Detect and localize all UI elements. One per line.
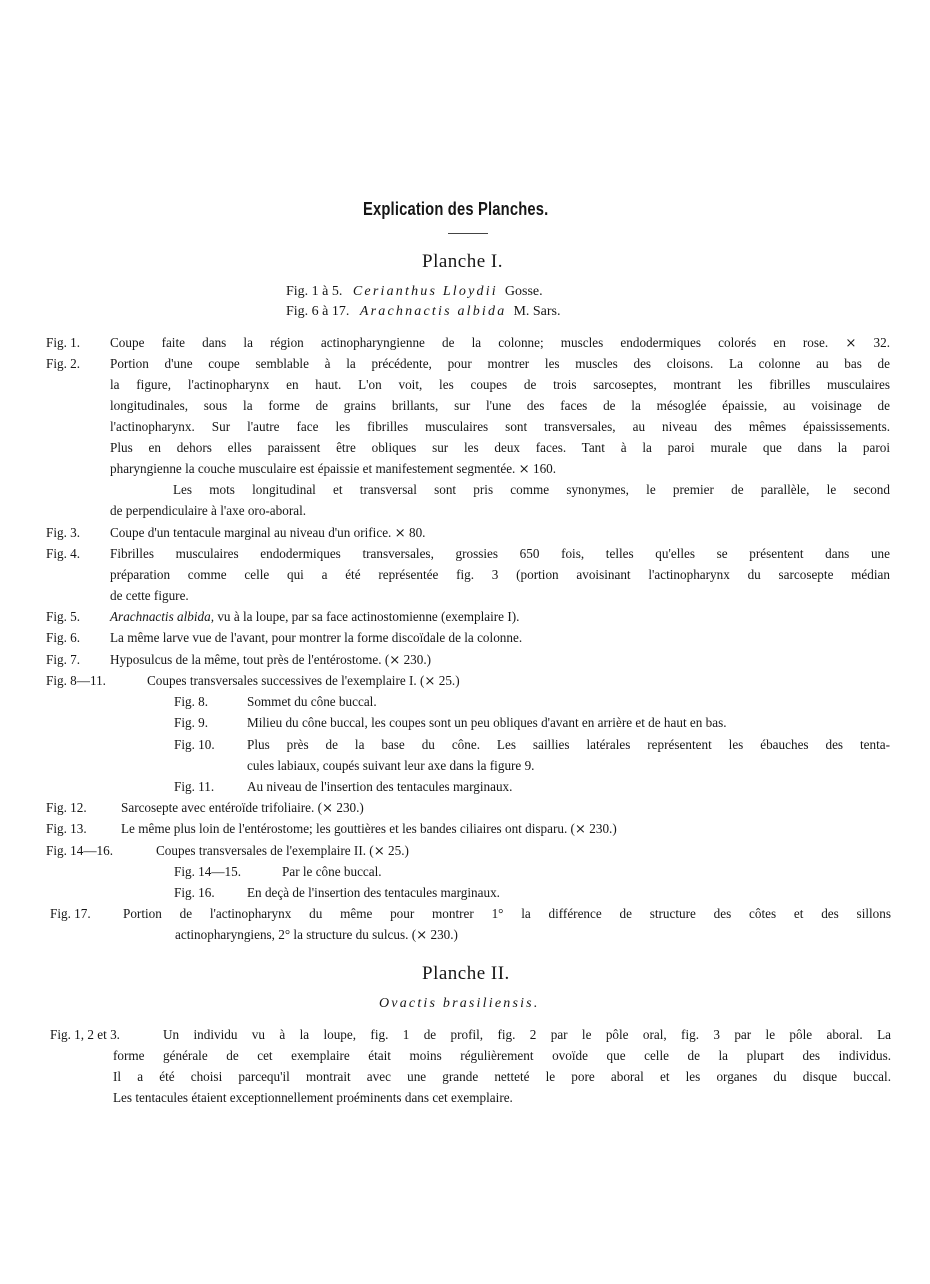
entry-text <box>110 522 425 543</box>
entry-label: Fig. 8. <box>174 694 209 709</box>
entry-text <box>156 840 409 861</box>
entry-label: Fig. 6. <box>46 630 81 645</box>
text-line: Sarcosepte avec entéroïde trifoliaire. (⨯ 230.) <box>121 800 364 815</box>
text-line: la figure, l'actinopharynx en haut. L'on voit, les coupes de trois sarcoseptes, montrant les fibrilles musculaires <box>110 377 890 392</box>
text-line: Les tentacules étaient exceptionnellement proéminents dans cet exemplaire. <box>113 1090 513 1105</box>
species-author: Gosse. <box>504 284 543 299</box>
entry-label: Fig. 7. <box>46 652 81 667</box>
entry-fig-7 <box>46 649 80 670</box>
entry-fig-6 <box>46 627 80 648</box>
entry-label: Fig. 10. <box>174 737 215 752</box>
text-line: Sommet du cône buccal. <box>247 694 377 709</box>
entry-text <box>247 712 727 733</box>
entry-label: Fig. 8—11. <box>46 673 106 688</box>
entry-label: Fig. 9. <box>174 715 209 730</box>
entry-label: Fig. 13. <box>46 821 87 836</box>
entry-text <box>247 734 890 776</box>
text-line: actinopharyngiens, 2° la structure du sulcus. (⨯ 230.) <box>175 927 458 942</box>
text-line: pharyngienne la couche musculaire est épaissie et manifestement segmentée. ⨯ 160. <box>110 461 557 476</box>
text-line: forme générale de cet exemplaire était moins régulièrement ovoïde que celle de la plupart des individus. <box>113 1048 891 1063</box>
species-fig-range: Fig. 6 à 17. <box>286 304 350 319</box>
entry-fig-11 <box>174 776 214 797</box>
planche-2-title: Planche II. <box>422 963 510 984</box>
entry-text <box>247 776 512 797</box>
entry-text <box>110 353 890 521</box>
text-line: de perpendiculaire à l'axe oro-aboral. <box>110 503 307 518</box>
entry-label: Fig. 4. <box>46 546 81 561</box>
text-line: préparation comme celle qui a été représentée fig. 3 (portion avoisinant l'actinopharynx du sarcosepte médian <box>110 567 890 582</box>
entry-label: Fig. 1. <box>46 335 81 350</box>
text-line: l'actinopharynx. Sur l'autre face les fibrilles musculaires sont transversales, au niveau des mêmes épaississements. <box>110 419 890 434</box>
text-line: Plus en dehors elles paraissent être obliques sur les deux faces. Tant à la paroi murale que dans la paroi <box>110 440 890 455</box>
entry-label: Fig. 17. <box>50 906 91 921</box>
planche-1-title: Planche I. <box>422 251 503 272</box>
species-name: Arachnactis albida <box>359 304 507 319</box>
text-line: cules labiaux, coupés suivant leur axe dans la figure 9. <box>247 758 535 773</box>
species-author: M. Sars. <box>513 304 561 319</box>
entry-text <box>123 903 891 945</box>
entry-label: Fig. 14—15. <box>174 864 242 879</box>
text-line: En deçà de l'insertion des tentacules marginaux. <box>247 885 500 900</box>
entry-fig-14-16 <box>46 840 113 861</box>
text-line: Au niveau de l'insertion des tentacules marginaux. <box>247 779 513 794</box>
entry-label: Fig. 1, 2 et 3. <box>50 1027 120 1042</box>
entry-fig-8-11 <box>46 670 106 691</box>
heading-divider <box>448 233 488 234</box>
entry-text <box>110 649 431 670</box>
entry-fig-9 <box>174 712 208 733</box>
entry-text <box>110 606 519 627</box>
entry-text <box>110 627 522 648</box>
entry-label: Fig. 3. <box>46 525 81 540</box>
entry-fig-4 <box>46 543 80 564</box>
species-fig-range: Fig. 1 à 5. <box>286 284 343 299</box>
entry-label: Fig. 5. <box>46 609 81 624</box>
text-line: Portion d'une coupe semblable à la précédente, pour montrer les muscles des cloisons. La colonne au bas de <box>110 356 890 371</box>
entry-fig-8 <box>174 691 208 712</box>
entry-text <box>247 882 500 903</box>
text-line: Plus près de la base du cône. Les saillies latérales représentent les ébauches des tenta- <box>247 737 890 752</box>
entry-text <box>147 670 460 691</box>
text-line: Coupe faite dans la région actinopharyngienne de la colonne; muscles endodermiques colorés en rose. ⨯ 32. <box>110 335 890 350</box>
species-name: Cerianthus Lloydii <box>352 284 498 299</box>
species-line-1 <box>286 284 543 300</box>
entry-fig-5 <box>46 606 80 627</box>
entry-fig-12 <box>46 797 87 818</box>
text-line: Milieu du cône buccal, les coupes sont un peu obliques d'avant en arrière et de haut en bas. <box>247 715 727 730</box>
entry-label: Fig. 16. <box>174 885 215 900</box>
text-line: Il a été choisi parcequ'il montrait avec une grande netteté le pore aboral et les organes du disque buccal. <box>113 1069 891 1084</box>
text-line: longitudinales, sous la forme de grains brillants, sur l'une des faces de la mésoglée épaissie, au voisinage de <box>110 398 890 413</box>
text-line: Coupes transversales successives de l'exemplaire I. (⨯ 25.) <box>147 673 460 688</box>
entry-fig-1 <box>46 332 80 353</box>
text-line: Fibrilles musculaires endodermiques transversales, grossies 650 fois, telles qu'elles se présentent dans une <box>110 546 890 561</box>
text-line: La même larve vue de l'avant, pour montrer la forme discoïdale de la colonne. <box>110 630 523 645</box>
text-line: Hyposulcus de la même, tout près de l'entérostome. (⨯ 230.) <box>110 652 432 667</box>
entry-label: Fig. 11. <box>174 779 215 794</box>
page-heading: Explication des Planches. <box>363 199 549 219</box>
text-line: de cette figure. <box>110 588 189 603</box>
entry-text <box>121 818 617 839</box>
text-line: Portion de l'actinopharynx du même pour montrer 1° la différence de structure des côtes et des sillons <box>123 906 891 921</box>
text-line: vu à la loupe, par sa face actinostomienne (exemplaire I). <box>217 609 520 624</box>
text-line: Le même plus loin de l'entérostome; les gouttières et les bandes ciliaires ont disparu. (⨯ 230.) <box>121 821 617 836</box>
species-name: Ovactis brasiliensis. <box>379 996 540 1011</box>
species-italic: Arachnactis albida, <box>110 609 215 624</box>
entry-fig-13 <box>46 818 87 839</box>
entry-label: Fig. 2. <box>46 356 81 371</box>
entry-text <box>121 797 364 818</box>
text-line: Coupe d'un tentacule marginal au niveau d'un orifice. ⨯ 80. <box>110 525 426 540</box>
entry-label: Fig. 12. <box>46 800 87 815</box>
entry-text <box>110 332 890 353</box>
entry-fig-17 <box>50 903 91 924</box>
entry-text <box>110 543 890 606</box>
entry-fig-2 <box>46 353 80 374</box>
text-line: Un individu vu à la loupe, fig. 1 de profil, fig. 2 par le pôle oral, fig. 3 par le pôle aboral. La <box>163 1027 891 1042</box>
entry-text <box>247 691 377 712</box>
entry-label: Fig. 14—16. <box>46 843 114 858</box>
text-line: Coupes transversales de l'exemplaire II. (⨯ 25.) <box>156 843 409 858</box>
entry-text <box>113 1024 891 1108</box>
species-line-ovactis <box>379 996 540 1012</box>
entry-fig-3 <box>46 522 80 543</box>
entry-fig-14-15 <box>174 861 241 882</box>
entry-fig-16 <box>174 882 215 903</box>
entry-fig-1-2-3 <box>50 1024 120 1045</box>
entry-fig-10 <box>174 734 215 755</box>
text-line: Par le cône buccal. <box>282 864 382 879</box>
species-line-2 <box>286 304 561 320</box>
text-line: Les mots longitudinal et transversal sont pris comme synonymes, le premier de parallèle, le second <box>173 482 890 497</box>
entry-text <box>282 861 382 882</box>
